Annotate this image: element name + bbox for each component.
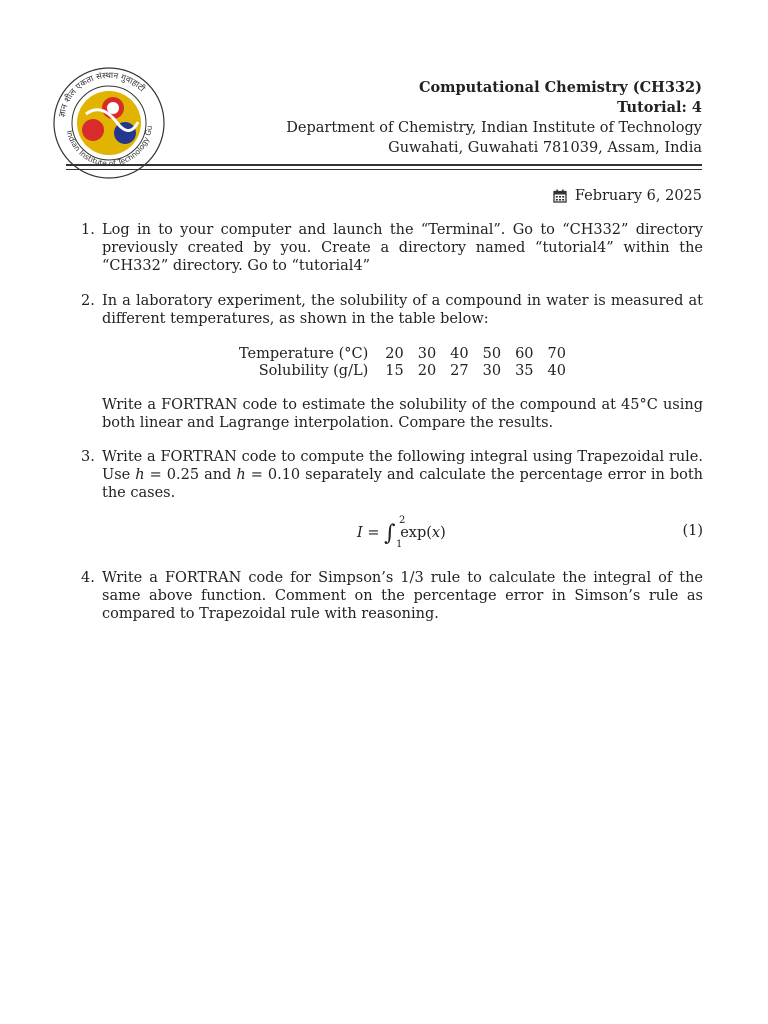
question-text: In a laboratory experiment, the solubility of a compound in water is measured at different temperatures, as shown in the table below: bbox=[102, 293, 703, 327]
table-cell: 20 bbox=[385, 346, 404, 362]
var-h: h bbox=[236, 467, 246, 483]
eq-func: exp( bbox=[400, 525, 432, 541]
lower-limit: 1 bbox=[396, 539, 403, 550]
address: Guwahati, Guwahati 781039, Assam, India bbox=[388, 140, 702, 156]
table-row bbox=[232, 363, 573, 380]
eq-equals: = bbox=[362, 525, 385, 541]
table-cell: 50 bbox=[482, 346, 502, 362]
question-followup: Write a FORTRAN code to estimate the solubility of the compound at 45°C using both linear and Lagrange interpolation. Compare the results. bbox=[102, 397, 703, 431]
equation-number: (1) bbox=[682, 523, 703, 539]
equation-body bbox=[357, 515, 446, 550]
eq-func-close: ) bbox=[440, 525, 446, 541]
upper-limit: 2 bbox=[399, 515, 406, 526]
question-list bbox=[66, 221, 703, 623]
table-cell: 35 bbox=[515, 363, 534, 379]
question-number: 4. bbox=[81, 570, 95, 586]
question-item bbox=[66, 448, 703, 550]
date-text: February 6, 2025 bbox=[574, 188, 702, 204]
question-number: 3. bbox=[81, 449, 95, 465]
header-rule-thin bbox=[66, 169, 702, 170]
integral-equation bbox=[102, 514, 703, 550]
iitg-emblem-icon bbox=[52, 66, 166, 180]
eq-var: x bbox=[431, 525, 441, 541]
date-line bbox=[553, 188, 702, 204]
row-label: Temperature (°C) bbox=[239, 346, 369, 362]
question-number: 1. bbox=[81, 222, 95, 238]
table-cell: 60 bbox=[515, 346, 534, 362]
calendar-icon bbox=[553, 189, 567, 203]
table-cell: 15 bbox=[385, 363, 404, 379]
question-text: Write a FORTRAN code for Simpson’s 1/3 rule to calculate the integral of the same above function. Comment on the percentage error in Simson’s rule as compared to Trapezoidal rule with reasoning. bbox=[102, 570, 703, 622]
table-cell: 40 bbox=[547, 363, 566, 379]
table-row bbox=[232, 346, 573, 363]
text-segment: Write a FORTRAN code to compute the following integral using Trapezoidal rule. Use bbox=[102, 449, 703, 483]
solubility-table bbox=[232, 346, 573, 380]
iitg-logo bbox=[52, 66, 166, 180]
header-rule-thick bbox=[66, 164, 702, 166]
logo-ring-text-en: Indian Institute of Technology Gu bbox=[64, 124, 154, 169]
question-item bbox=[66, 569, 703, 623]
table-cell: 27 bbox=[450, 363, 469, 379]
question-item bbox=[66, 292, 703, 432]
var-h: h bbox=[135, 467, 145, 483]
text-segment: = 0.10 separately and calculate the percentage error in both the cases. bbox=[102, 467, 704, 501]
eq-lhs: I bbox=[357, 525, 363, 541]
text-segment: = 0.25 and bbox=[144, 467, 237, 483]
question-number: 2. bbox=[81, 293, 95, 309]
department-name: Department of Chemistry, Indian Institute of Technology bbox=[286, 120, 702, 136]
tutorial-number: Tutorial: 4 bbox=[617, 99, 702, 116]
table-cell: 30 bbox=[417, 346, 437, 362]
table-cell: 70 bbox=[547, 346, 566, 362]
row-label: Solubility (g/L) bbox=[258, 363, 369, 379]
table-cell: 30 bbox=[482, 363, 502, 379]
document-header bbox=[286, 78, 702, 158]
question-text: Log in to your computer and launch the “Terminal”. Go to “CH332” directory previously created by you. Create a directory named “tutorial4” within the “CH332” directory. Go to “tutorial4” bbox=[102, 222, 703, 274]
question-item bbox=[66, 221, 703, 275]
table-cell: 20 bbox=[417, 363, 437, 379]
logo-ring-text: ज्ञान शील एकता संस्थान गुवाहाटी bbox=[57, 70, 147, 118]
course-title: Computational Chemistry (CH332) bbox=[418, 79, 702, 96]
table-cell: 40 bbox=[450, 346, 469, 362]
integral-sign: ∫ bbox=[384, 521, 396, 546]
question-text bbox=[102, 449, 703, 501]
